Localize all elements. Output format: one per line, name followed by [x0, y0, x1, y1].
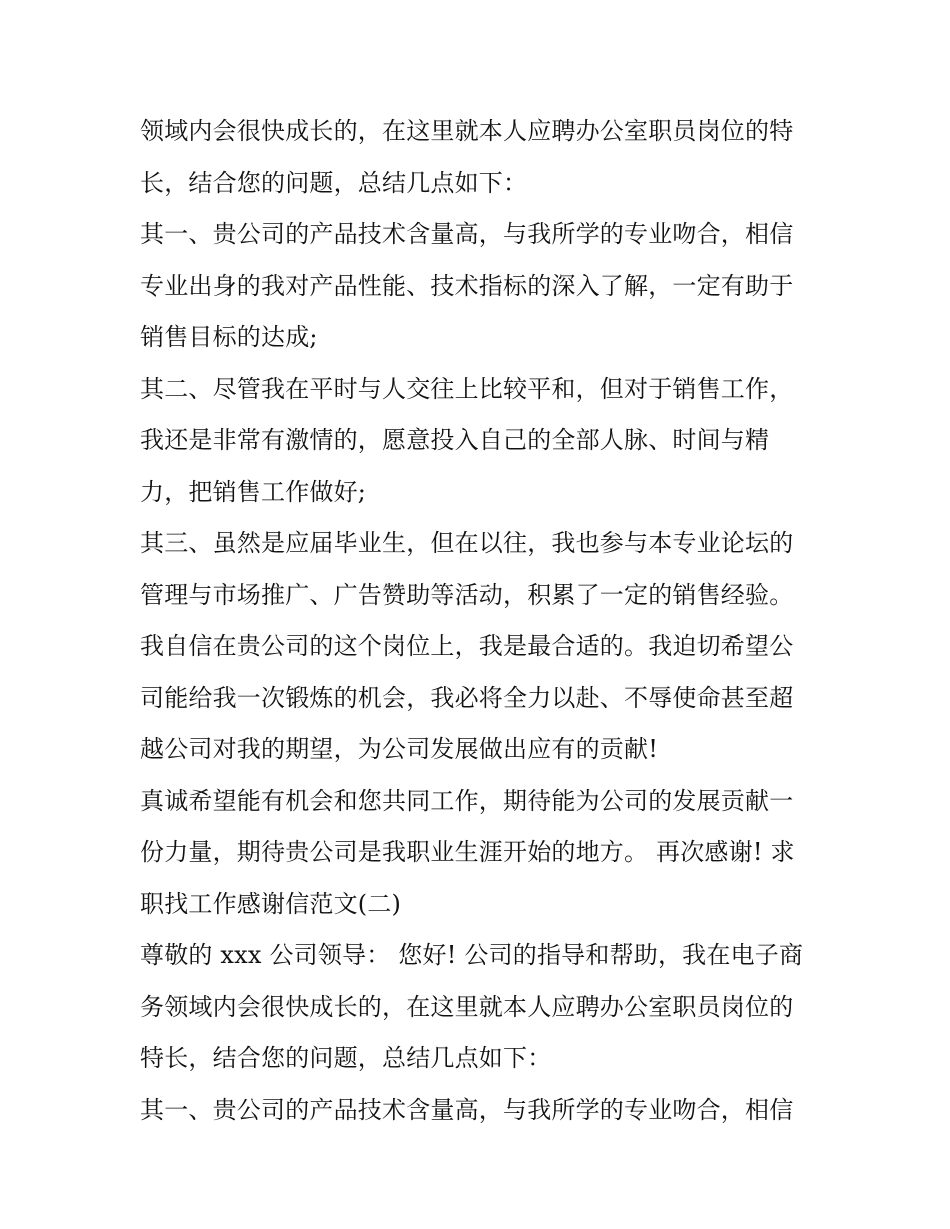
section-heading: 职找工作感谢信范文(二): [140, 889, 402, 918]
text-line: 特长，结合您的问题，总结几点如下：: [140, 1044, 552, 1072]
text-line: 真诚希望能有机会和您共同工作，期待能为公司的发展贡献一: [140, 786, 794, 815]
text-line: 力，把销售工作做好;: [140, 477, 367, 506]
text-line: 我自信在贵公司的这个岗位上，我是最合适的。我迫切希望公: [140, 632, 794, 660]
text-line: 专业出身的我对产品性能、技术指标的深入了解，一定有助于: [140, 271, 794, 300]
text-line: 销售目标的达成;: [140, 323, 318, 351]
text-line: 其一、贵公司的产品技术含量高，与我所学的专业吻合，相信: [140, 1095, 794, 1124]
text-line: 司能给我一次锻炼的机会，我必将全力以赴、不辱使命甚至超: [140, 683, 794, 712]
text-line: 其二、尽管我在平时与人交往上比较平和，但对于销售工作，: [140, 374, 794, 403]
text-line: 其一、贵公司的产品技术含量高，与我所学的专业吻合，相信: [140, 220, 794, 248]
text-line: 越公司对我的期望，为公司发展做出应有的贡献!: [140, 735, 659, 763]
text-line: 份力量，期待贵公司是我职业生涯开始的地方。 再次感谢! 求: [140, 838, 795, 866]
text-line: 尊敬的 xxx 公司领导： 您好! 公司的指导和帮助，我在电子商: [140, 941, 804, 969]
text-line: 领域内会很快成长的，在这里就本人应聘办公室职员岗位的特: [140, 117, 794, 145]
document-body: [140, 106, 820, 1136]
text-line: 长，结合您的问题，总结几点如下：: [140, 168, 528, 197]
text-line: 其三、虽然是应届毕业生，但在以往，我也参与本专业论坛的: [140, 529, 794, 557]
text-line: 管理与市场推广、广告赞助等活动，积累了一定的销售经验。: [140, 580, 794, 609]
text-line: 务领域内会很快成长的，在这里就本人应聘办公室职员岗位的: [140, 992, 794, 1021]
text-line: 我还是非常有激情的，愿意投入自己的全部人脉、时间与精: [140, 426, 770, 454]
